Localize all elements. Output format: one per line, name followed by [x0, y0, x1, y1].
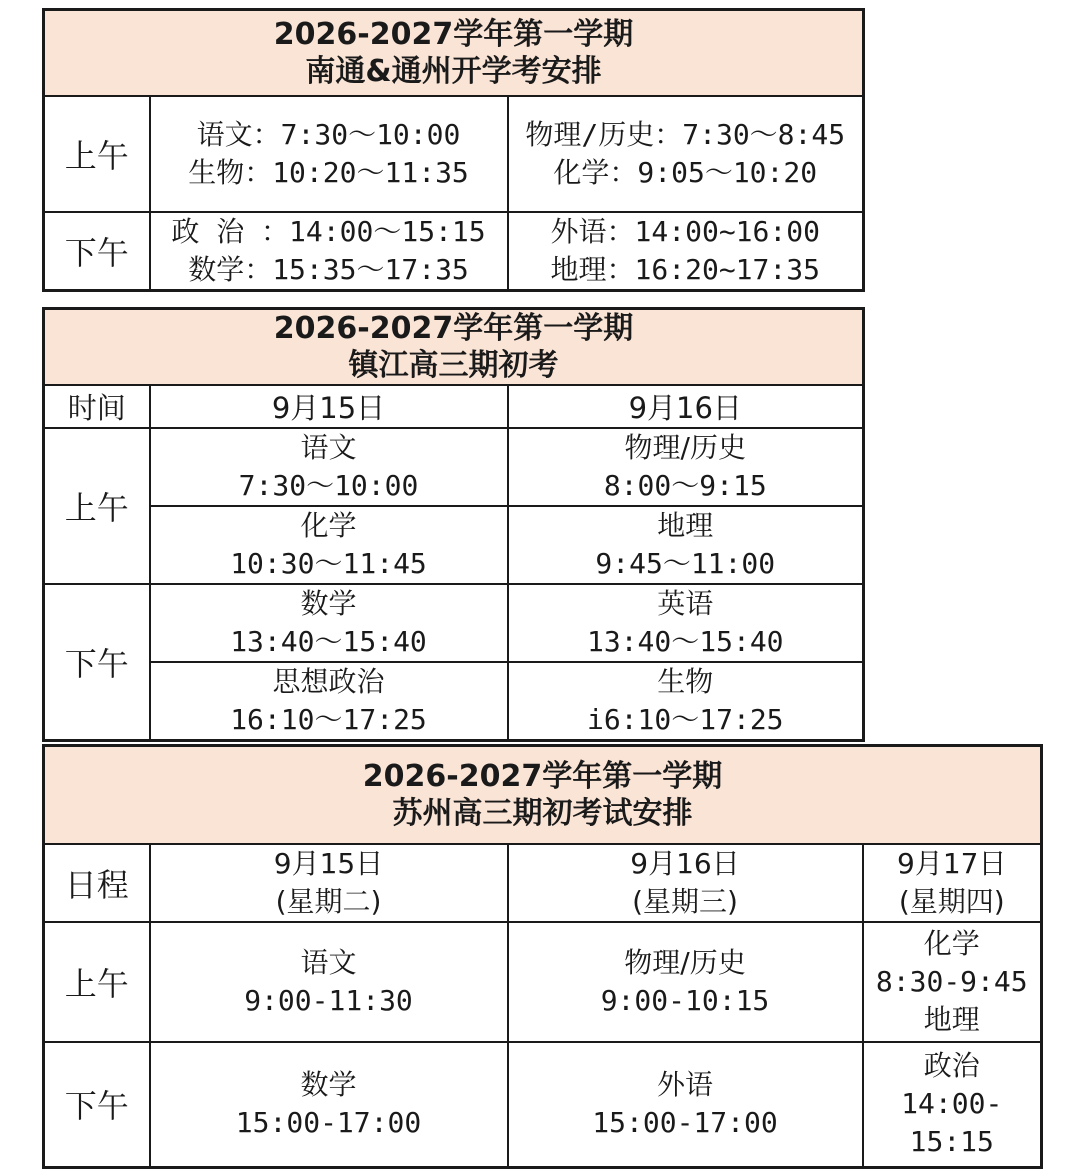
date-text: 9月15日 [273, 846, 384, 880]
exam-time: 13:40～15:40 [230, 625, 427, 658]
period-label-am: 上午 [44, 922, 150, 1042]
weekday-text: (星期三) [632, 884, 738, 918]
subject-name: 语文 [300, 431, 357, 464]
period-label-am: 上午 [44, 96, 150, 212]
schedule-cell [508, 922, 863, 1042]
schedule-cell [150, 1042, 508, 1168]
schedule-entry: 数学：15:35～17:35 [188, 252, 469, 286]
time-label: 时间 [44, 385, 150, 428]
schedule-cell [150, 922, 508, 1042]
date-header [150, 844, 508, 922]
exam-time: 9:00-10:15 [600, 983, 770, 1017]
period-label-pm: 下午 [44, 584, 150, 741]
subject-name: 化学 [300, 509, 357, 542]
exam-time: 16:10～17:25 [230, 703, 427, 736]
schedule-entry: 地理：16:20~17:35 [550, 252, 820, 286]
weekday-text: (星期四) [898, 884, 1005, 918]
table-title-line1: 2026-2027学年第一学期 [362, 758, 723, 794]
subject-name: 英语 [657, 587, 714, 620]
exam-time: i6:10～17:25 [586, 703, 784, 736]
date-header [863, 844, 1042, 922]
subject-name: 外语 [656, 1068, 713, 1102]
subject-name: 地理 [657, 509, 714, 542]
schedule-cell [508, 584, 864, 662]
table-header [44, 309, 864, 386]
subject-name: 政治 [923, 1049, 980, 1083]
period-label-pm: 下午 [44, 1042, 150, 1168]
schedule-cell [150, 584, 508, 662]
schedule-cell [508, 212, 864, 291]
schedule-cell [863, 922, 1042, 1042]
subject-name: 思想政治 [272, 665, 385, 698]
schedule-cell [150, 506, 508, 584]
exam-time: 13:40～15:40 [586, 625, 784, 658]
exam-time: 15:00-17:00 [592, 1106, 778, 1140]
schedule-entry: 化学：9:05～10:20 [553, 155, 818, 189]
table-title-line2: 南通&通州开学考安排 [305, 53, 602, 89]
schedule-entry: 生物：10:20～11:35 [188, 155, 469, 189]
schedule-cell [508, 662, 864, 741]
schedule-entry: 政 治 ：14:00～15:15 [171, 214, 486, 248]
exam-time: 15:15 [909, 1125, 994, 1159]
table-title-line2: 镇江高三期初考 [348, 348, 559, 383]
date-text: 9月17日 [897, 846, 1007, 880]
nantong-exam-table [42, 8, 865, 292]
subject-name: 物理/历史 [624, 945, 746, 979]
zhenjiang-exam-table [42, 307, 865, 742]
schedule-cell [150, 212, 508, 291]
exam-time: 7:30～10:00 [238, 469, 419, 502]
subject-name: 数学 [300, 587, 357, 620]
schedule-cell [150, 662, 508, 741]
period-label-pm: 下午 [44, 212, 150, 291]
subject-name: 物理/历史 [624, 431, 746, 464]
exam-time: 8:30-9:45 [875, 964, 1028, 998]
date-header: 9月16日 [508, 385, 864, 428]
schedule-cell [508, 428, 864, 506]
exam-time: 10:30～11:45 [230, 547, 427, 580]
subject-name: 生物 [657, 665, 714, 698]
schedule-label: 日程 [44, 844, 150, 922]
suzhou-exam-table [42, 744, 1043, 1169]
schedule-entry: 物理/历史：7:30～8:45 [525, 117, 846, 151]
subject-name: 地理 [923, 1002, 980, 1036]
table-title-line2: 苏州高三期初考试安排 [392, 795, 693, 831]
schedule-cell [508, 96, 864, 212]
exam-time: 8:00～9:15 [603, 469, 767, 502]
subject-name: 化学 [923, 926, 980, 960]
subject-name: 数学 [300, 1068, 357, 1102]
exam-time: 15:00-17:00 [235, 1106, 422, 1140]
schedule-entry: 外语：14:00~16:00 [550, 214, 820, 248]
date-header [508, 844, 863, 922]
table-header [44, 10, 864, 96]
schedule-cell [863, 1042, 1042, 1168]
period-label-am: 上午 [44, 428, 150, 584]
schedule-cell [150, 96, 508, 212]
exam-time: 9:00-11:30 [244, 983, 413, 1017]
schedule-cell [508, 1042, 863, 1168]
subject-name: 语文 [300, 945, 357, 979]
exam-time: 14:00- [901, 1087, 1003, 1121]
schedule-cell [150, 428, 508, 506]
weekday-text: (星期二) [275, 884, 382, 918]
table-title-line1: 2026-2027学年第一学期 [273, 16, 634, 52]
date-text: 9月16日 [630, 846, 740, 880]
date-header: 9月15日 [150, 385, 508, 428]
exam-time: 9:45～11:00 [595, 547, 776, 580]
table-header [44, 746, 1042, 844]
schedule-entry: 语文：7:30～10:00 [196, 117, 461, 151]
table-title-line1: 2026-2027学年第一学期 [273, 311, 634, 346]
schedule-cell [508, 506, 864, 584]
